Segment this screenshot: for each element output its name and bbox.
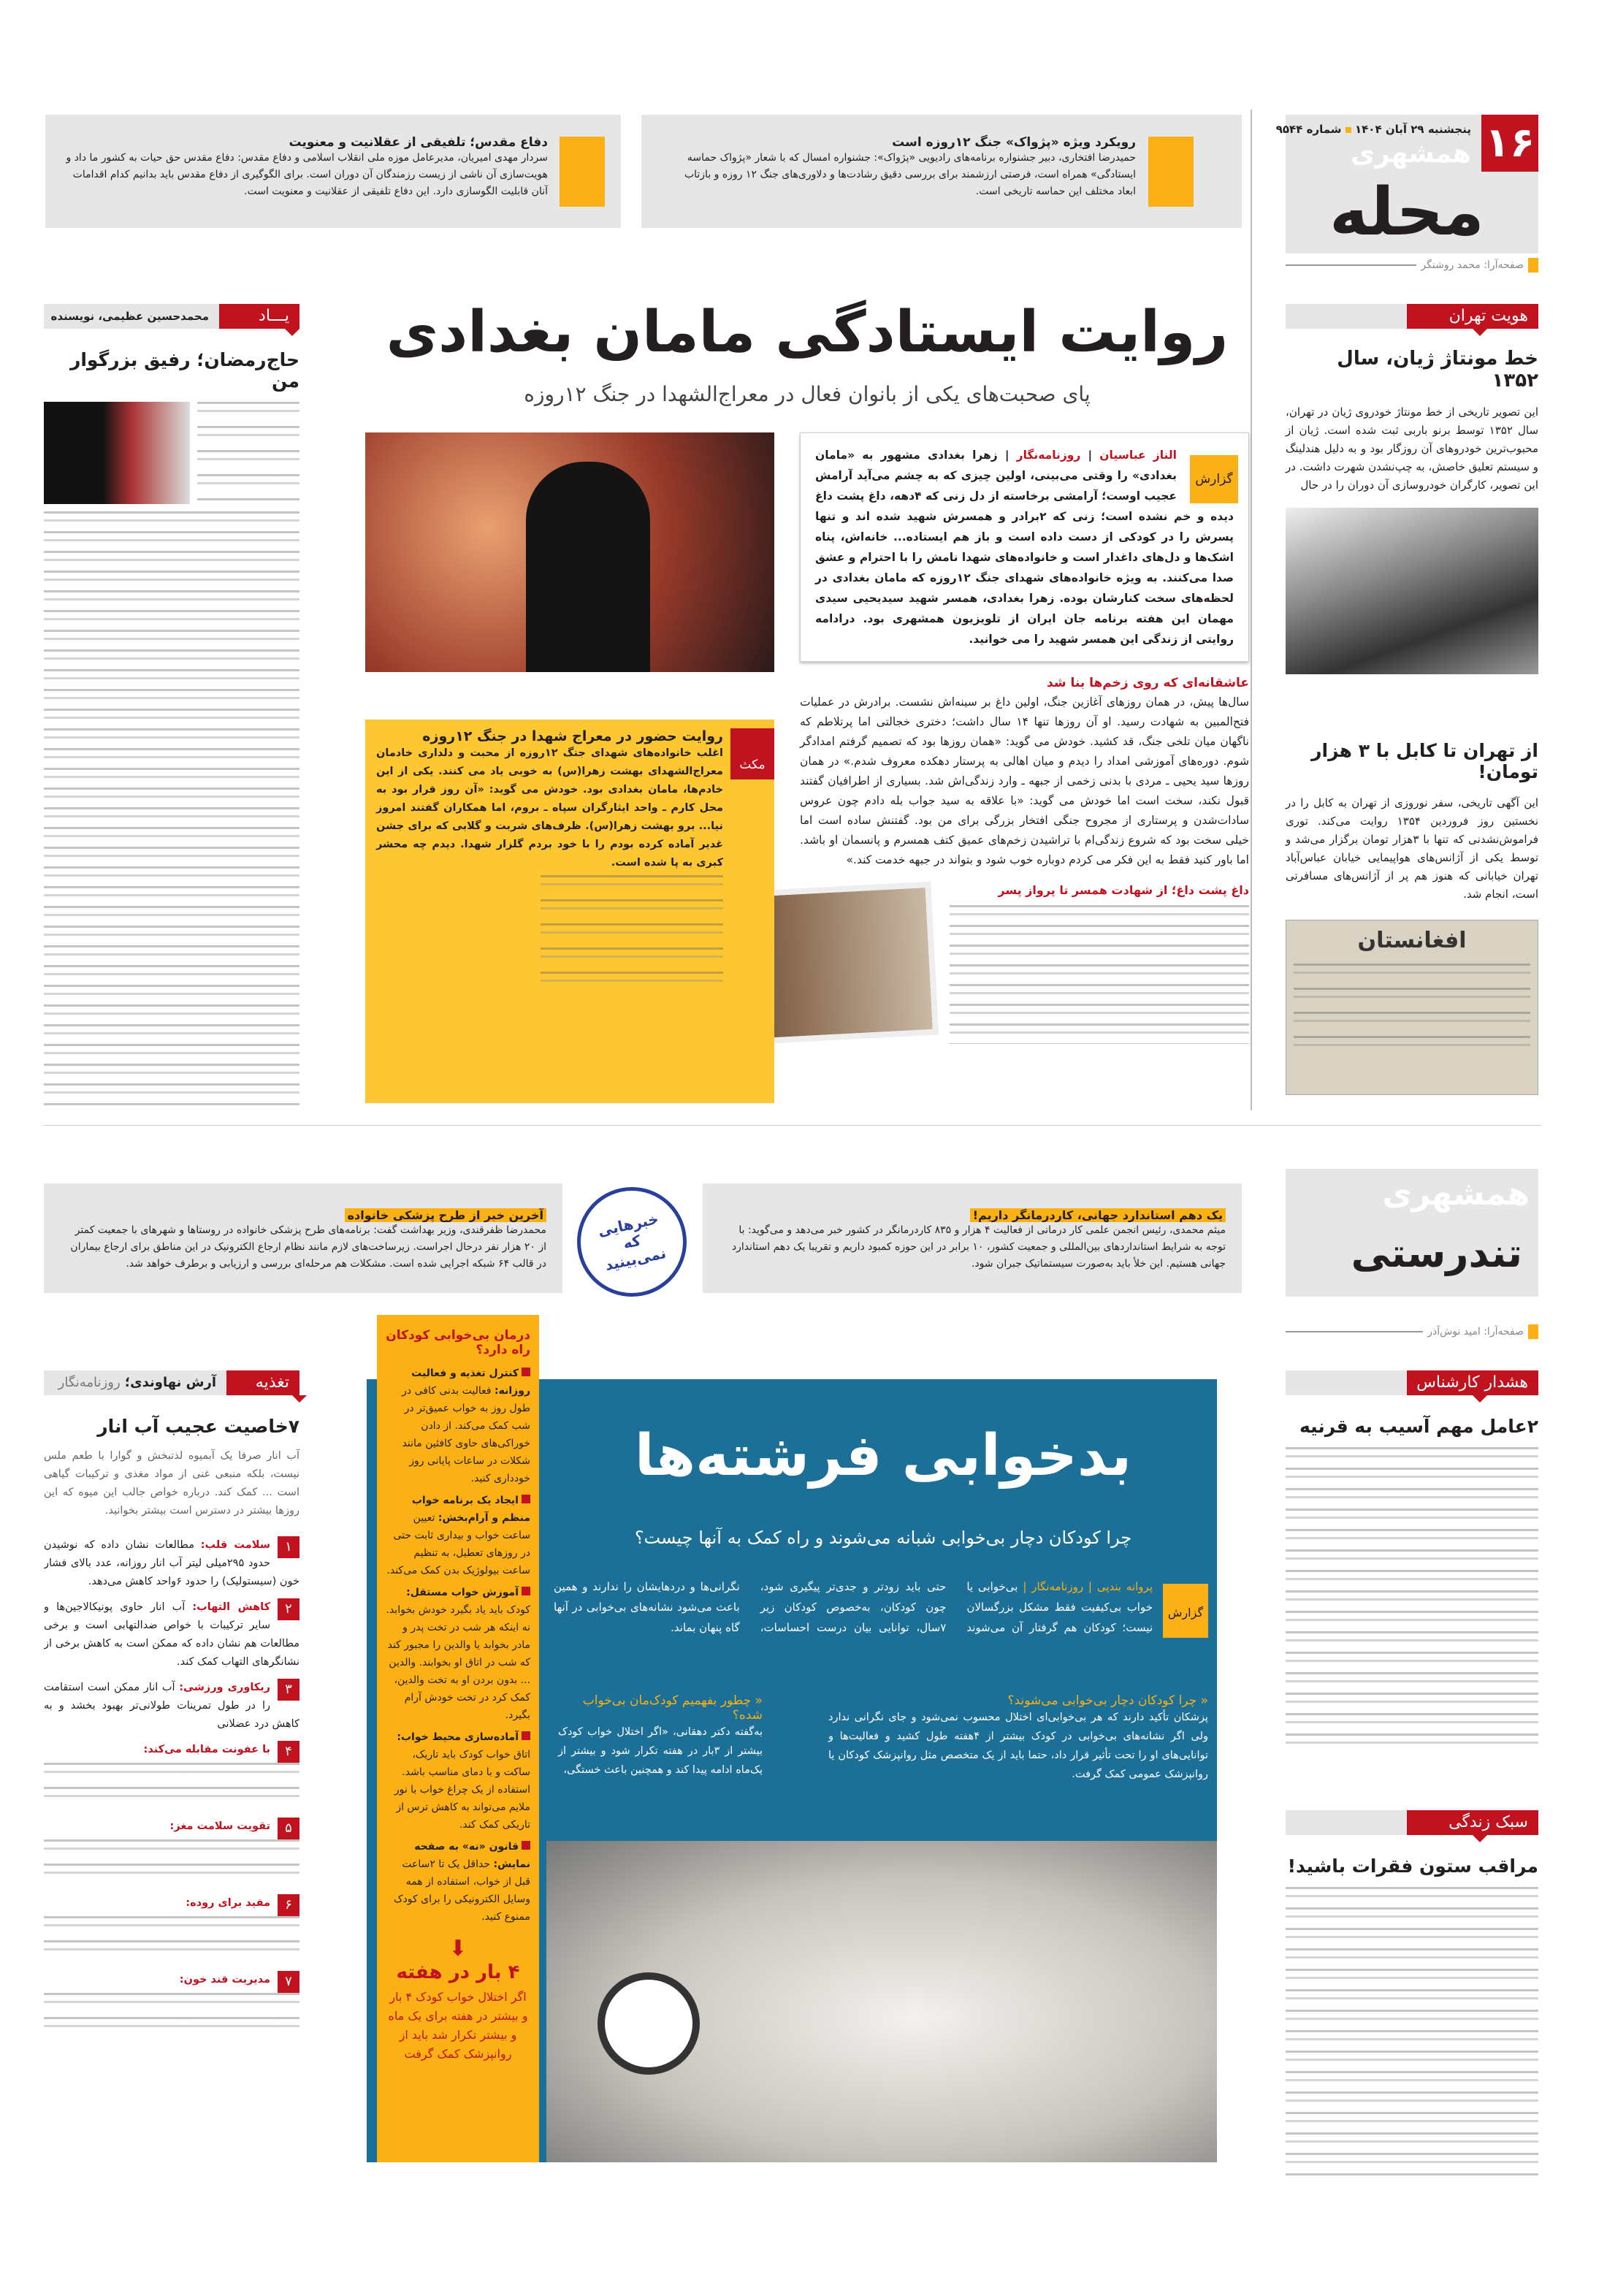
- article-title: مراقب ستون فقرات باشید!: [1287, 1856, 1538, 1877]
- article-title: ۷خاصیت عجیب آب انار: [97, 1416, 299, 1437]
- bottom-news-1: [703, 1183, 1242, 1293]
- bottom-news-2: [44, 1183, 562, 1293]
- child-with-alarm-clock-photo: [546, 1841, 1217, 2162]
- article-body: سال‌ها پیش، در همان روزهای آغازین جنگ، اولین داغ بر سینه‌اش نشست. برادرش در عملیات فتح‌المبین به شهادت رسید. او آن روزها تنها ۱۴ سال داشت؛ دختری خجالتی اما پرتلاطم که ناگهان میان تلخی جنگ، قد کشید. خودش می گوید: «همان روزها بود که تصمیم گرفتم امدادگر شوم. دوره‌های آموزشی امداد را دیدم و میان اهالی به پرستار دهکده معروف شدم.» در همان روزها سید یحیی ـ مردی با بدنی زخمی از جبهه ـ وارد زندگی‌اش شد. بسیاری از اطرافیان گفتند قبول نکند، سخت است اما خودش می گوید: «با علاقه به سید جواب بله دادم چون عروس سادات‌شدن و پرستاری از مجروح جنگی افتخار بزرگی برای من بود. گفتنش ساده است اما خیلی سخت بود که شروع زندگی‌ام با تراشیدن زخم‌های عمیق کتف همسرم و پانسمان او باشد. اما باور کنید فقط به این فکر می کردم دوباره خوب شود و بتواند در جبهه خدمت کند.»: [800, 695, 1249, 866]
- intro-box: گزارش الناز عباسیان | روزنامه‌نگار | زهرا بغدادی مشهور به «مامان بغدادی» را وقتی می‌بینی، اولین چیزی که به چشم می‌آید آرامش عجیب اوست؛ آرامشی برخاسته از دل زنی که ۴دهه، داغ پشت داغ دیده و خم نشده است؛ زنی که ۲برادر و همسرش شهید شده اند و تنها پسرش را در کودکی از دست داده است و باز هم ایستاده... خانه‌اش، پناه اشک‌ها و دل‌های داغدار است و خانواده‌های شهدا نامش را با احترام و عشق صدا می‌کنند. به ویژه خانواده‌های شهدای جنگ ۱۲روزه که مامان بغدادی در لحظه‌های سخت کنارشان بوده. زهرا بغدادی، همسر شهید سیدیحیی سیدی مهمان این هفته برنامه جان ایران از تلویزیون همشهری بود. درادامه روایتی از زندگی این همسر شهید را می خوانید.: [800, 432, 1249, 662]
- hamshahri-watermark: همشهری: [1382, 1175, 1530, 1213]
- main-headline: روایت ایستادگی مامان بغدادی: [386, 300, 1229, 365]
- item-number: ۷: [278, 1971, 299, 1993]
- author-role: روزنامه‌نگار: [1016, 449, 1081, 462]
- article-title: از تهران تا کابل با ۳ هزار تومان!: [1311, 740, 1538, 782]
- news-title: رویکرد ویژه «پژواک» جنگ ۱۲روزه است: [892, 135, 1136, 150]
- news-title: یک دهم استاندارد جهانی، کاردرمانگر داریم!: [970, 1208, 1226, 1222]
- report-badge: گزارش: [1163, 1584, 1208, 1638]
- issue-number: شماره ۹۵۴۴: [1275, 123, 1342, 136]
- item-number: ۶: [278, 1894, 299, 1916]
- designer-credit: صفحه‌آرا: امید نوش‌آذر: [1286, 1324, 1538, 1340]
- vintage-ad-image: افغانستان: [1286, 920, 1538, 1095]
- interview-photo: [365, 432, 774, 672]
- author-name: الناز عباسیان: [1099, 449, 1177, 462]
- section-logo: محله: [1329, 174, 1484, 251]
- news-title: آخرین خبر از طرح پزشکی خانواده: [345, 1208, 546, 1222]
- news-body: محمدرضا ظفرقندی، وزیر بهداشت گفت: برنامه‌های طرح پزشکی خانواده در روستاها و شهرهای با جمعیت کمتر از ۲۰ هزار نفر درحال اجراست. زیرساخت‌های لازم مانند نظام ارجاع الکترونیک در این مناطق برای ارجاع بیماران در قالب ۶۴ شبکه اجرایی شده است. مشکلات هم مرحله‌ای بررسی و ارزیابی و برطرف خواهد شد.: [70, 1224, 546, 1270]
- news-body: حمیدرضا افتخاری، دبیر جشنواره برنامه‌های رادیویی «پژواک»: جشنواره امسال که با شعار «پژواک حماسه ایستادگی» همراه است، فرصتی ارزشمند برای بررسی دقیق رشادت‌ها و دلاوری‌های جنگ ۱۲ روزه و بازتاب ابعاد مختلف این حماسه تاریخی است.: [684, 152, 1136, 197]
- page-number: ۱۶: [1481, 115, 1538, 172]
- feature-intro: بی‌خوابی یا خواب بی‌کیفیت فقط مشکل بزرگسالان نیست؛ کودکان هم گرفتار آن می‌شوند حتی باید زودتر و جدی‌تر پیگیری شود، چون کودکان، به‌خصوص کودکان زیر ۷سال، توانایی بیان درست احساسات، نگرانی‌ها و دردهایشان را ندارند و همین باعث می‌شود نشانه‌های بی‌خوابی در آنها گاه پنهان بماند.: [554, 1580, 1153, 1634]
- article-body-text: [44, 511, 299, 1110]
- subheading: داغ پشت داغ؛ از شهادت همسر تا پرواز پسر: [998, 883, 1249, 897]
- report-badge: گزارش: [1190, 455, 1238, 503]
- benefit-item: ۲ کاهش التهاب: آب انار حاوی پونیکالاجین‌ها و سایر ترکیبات با خواص ضدالتهابی است و برخی مطالعات هم نشان داده که ممکن است به کاهش برخی از نشانگرهای التهاب کمک کند.: [44, 1598, 299, 1671]
- arrow-down-icon: ⬇: [448, 1936, 467, 1961]
- section-tag: هشدار کارشناس: [1286, 1370, 1538, 1395]
- news-portrait: [1148, 137, 1194, 207]
- designer-credit: صفحه‌آرا: محمد روشنگر: [1286, 257, 1538, 273]
- top-news-1: [641, 115, 1242, 228]
- sidebar-tip: ایجاد یک برنامه خواب منظم و آرام‌بخش: تعیین ساعت خواب و بیداری ثابت حتی در روزهای تعطیل، به تنظیم ساعت بیولوژیک بدن کمک می‌کند.: [386, 1495, 530, 1576]
- maks-box: [365, 720, 774, 1103]
- feature-body: پزشکان تأکید دارند که هر بی‌خوابی‌ای اختلال محسوب نمی‌شود و جای نگرانی ندارد ولی اگر نشانه‌های بی‌خوابی در کودک بیشتر از ۴هفته طول کشید و فعالیت‌ها و توانایی‌های او را تحت تأثیر قرار داد، حتما باید از یک متخصص مثل روانپزشک کودکان یا روانپزشک عمومی کمک گرفت.: [828, 1712, 1208, 1780]
- column-divider: [1251, 110, 1252, 1110]
- masthead: [1275, 115, 1538, 253]
- article-body-text: [1286, 1887, 1538, 2179]
- alarm-clock-icon: [598, 1972, 700, 2075]
- health-masthead: [1286, 1169, 1538, 1297]
- feature-body: به‌گفته دکتر دهقانی، «اگر اختلال خواب کودک بیشتر از ۳بار در هفته تکرار شود و بیشتر از یک‌ماه ادامه پیدا کند و همچنین باعث خستگی،: [558, 1726, 763, 1776]
- news-portrait: [560, 137, 605, 207]
- item-number: ۴: [278, 1741, 299, 1763]
- benefit-item: ۱ سلامت قلب: مطالعات نشان داده که نوشیدن حدود ۲۹۵میلی لیتر آب انار روزانه، عدد بالای فشار خون (سیستولیک) را حدود ۶واحد کاهش می‌دهد.: [44, 1536, 299, 1591]
- sidebar-tips: [386, 1365, 530, 1926]
- article-body-text: [1286, 1447, 1538, 1754]
- section-logo: تندرستی: [1351, 1230, 1522, 1276]
- benefit-item: ۳ ریکاوری ورزشی: آب انار ممکن است استقامت را در طول تمرینات طولانی‌تر بهبود بخشد و به کاهش درد عضلانی: [44, 1679, 299, 1734]
- hamshahri-watermark: همشهری: [1351, 139, 1471, 169]
- news-stamp: خبرهایی که نمی‌بینید: [567, 1177, 697, 1307]
- benefit-item: ۶ مفید برای روده:: [44, 1894, 299, 1964]
- article-body: این تصویر تاریخی از خط مونتاژ خودروی ژیان در تهران، سال ۱۳۵۲ توسط برنو باربی ثبت شده است. ژیان از محبوب‌ترین خودروهای آن روزگار بود و به دلیل هندلینگ و سیستم تعلیق خاصش، به چپ‌نشدن شهرت داشت. در این تصویر، کارگران خودروسازی آن دوران را در حال: [1286, 405, 1539, 492]
- date: پنجشنبه ۲۹ آبان ۱۴۰۴: [1355, 123, 1471, 136]
- news-title: دفاع مقدس؛ تلفیقی از عقلانیت و معنویت: [289, 135, 548, 150]
- sidebar-tip: آموزش خواب مستقل: کودک باید یاد بگیرد خودش بخوابد. نه اینکه هر شب در تخت پدر و مادر بخوابد یا والدین را مجبور کند که شب در اتاق او بخوابند. والدین ... بدون بردن او به تخت والدین، کمک کرد در تخت خودش آرام بگیرد.: [386, 1587, 530, 1721]
- main-article-column: [800, 432, 1249, 1044]
- sidebar-tip: آماده‌سازی محیط خواب: اتاق خواب کودک باید تاریک، ساکت و با دمای مناسب باشد. استفاده از یک چراغ خواب با نور ملایم می‌تواند به کاهش ترس از تاریکی کمک کند.: [394, 1731, 530, 1831]
- article-title: ۲عامل مهم آسیب به قرنیه: [1299, 1416, 1538, 1437]
- item-number: ۳: [278, 1679, 299, 1701]
- sleep-sidebar: [377, 1315, 539, 2162]
- subheading: « چرا کودکان دچار بی‌خوابی می‌شوند؟: [1007, 1693, 1208, 1708]
- benefit-item: ۵ تقویت سلامت مغز:: [44, 1818, 299, 1887]
- feature-headline: بدخوابی فرشته‌ها: [634, 1423, 1132, 1489]
- sidebar-title: درمان بی‌خوابی کودکان راه دارد؟: [386, 1328, 530, 1357]
- article-title: حاج‌رمضان؛ رفیق بزرگوار من: [69, 349, 299, 392]
- page-fold: [44, 1125, 1541, 1126]
- item-number: ۲: [278, 1598, 299, 1620]
- section-tag: یـــاد محمدحسین عظیمی، نویسنده: [44, 304, 299, 329]
- date-line: [1276, 122, 1471, 137]
- top-news-2: [45, 115, 621, 228]
- main-subtitle: پای صحبت‌های یکی از بانوان فعال در معراج‌الشهدا در جنگ ۱۲روزه: [524, 382, 1091, 406]
- article-title: خط مونتاژ ژیان، سال ۱۳۵۲: [1337, 348, 1538, 392]
- article-body-text: [950, 905, 1249, 1044]
- maks-badge: مکث: [730, 728, 774, 779]
- stat-body: اگر اختلال خواب کودک ۴ بار و بیشتر در هفته برای یک ماه و بیشتر تکرار شد باید از روانپزشک کمک گرفت: [388, 1990, 528, 2061]
- stat-title: ۴ بار در هفته: [396, 1961, 520, 1983]
- item-number: ۱: [278, 1536, 299, 1558]
- portrait-photo: [44, 402, 190, 504]
- news-body: سردار مهدی امیریان، مدیرعامل موزه ملی انقلاب اسلامی و دفاع مقدس: دفاع مقدس حق حیات به کشور ما داد و هویت‌سازی آن ناشی از زیست رزمندگان آن دوران است. برای الگوگیری از دفاع مقدس باید بدانیم کدام اقدامات آنان قابلیت الگوسازی دارد. این دفاع تلفیقی از عقلانیت و معنویت است.: [66, 152, 548, 197]
- subheading: « چطور بفهمیم کودک‌مان بی‌خواب شده؟: [582, 1693, 763, 1723]
- sleep-feature: بدخوابی فرشته‌ها چرا کودکان دچار بی‌خوابی شبانه می‌شوند و راه کمک به آنها چیست؟ گزارش پروانه بندپی | روزنامه‌نگار | بی‌خوابی یا خواب بی‌کیفیت فقط مشکل بزرگسالان نیست؛ کودکان هم گرفتار آن می‌شوند حتی باید زودتر و جدی‌تر پیگیری شود، چون کودکان، به‌خصوص کودکان زیر ۷سال، توانایی بیان درست احساسات، نگرانی‌ها و دردهایشان را ندارند و همین باعث می‌شود نشانه‌های بی‌خوابی در آنها گاه پنهان بماند. « چرا کودکان دچار بی‌خوابی می‌شوند؟ پزشکان تأکید دارند که هر بی‌خوابی‌ای اختلال محسوب نمی‌شود و جای نگرانی ندارد ولی اگر نشانه‌های بی‌خوابی در کودک بیشتر از ۴هفته طول کشید و فعالیت‌ها و توانایی‌های او را تحت تأثیر قرار داد، حتما باید از یک متخصص مثل روانپزشک کودکان یا روانپزشک عمومی کمک گرفت. « چطور بفهمیم کودک‌مان بی‌خواب شده؟ به‌گفته دکتر دهقانی، «اگر اختلال خواب کودک بیشتر از ۳بار در هفته تکرار شود و بیشتر از یک‌ماه ادامه پیدا کند و همچنین باعث خستگی،: [367, 1379, 1217, 2162]
- feature-subtitle: چرا کودکان دچار بی‌خوابی شبانه می‌شوند و راه کمک به آنها چیست؟: [634, 1528, 1132, 1548]
- article-body: این آگهی تاریخی، سفر نوروزی از تهران به کابل را در نخستین روز فروردین ۱۳۵۴ روایت می‌کند. توری فراموش‌نشدنی که تنها با ۳هزار تومان برگزار می‌شد و توسط یکی از آژانس‌های هواپیمایی خیابان عباس‌آباد تهران خیابانی که هنوز هم پر از آژانس‌های مسافرتی است، انجام شد.: [1286, 796, 1538, 901]
- article-intro: آب انار صرفا یک آبمیوه لذتبخش و گوارا با طعم ملس نیست، بلکه منبعی غنی از مواد مغذی و ترکیبات گیاهی است ... کمک کند. درباره خواص جالب این میوه که این روزها بیشتر در دسترس است بیشتر بخوانید.: [44, 1450, 299, 1517]
- section-tag: تغذیه آرش نهاوندی؛ روزنامه‌نگار: [44, 1370, 299, 1395]
- subheading: عاشقانه‌ای که روی زخم‌ها بنا شد: [1047, 676, 1249, 690]
- section-tag: هویت تهران: [1286, 304, 1538, 329]
- sidebar-tip: کنترل تغذیه و فعالیت روزانه: فعالیت بدنی کافی در طول روز به خواب عمیق‌تر در شب کمک می‌کند. از دادن خوراکی‌های حاوی کافئین مانند شکلات در ساعات پایانی روز خودداری کنید.: [402, 1368, 530, 1484]
- benefit-item: ۴ با عفونت مقابله می‌کند:: [44, 1741, 299, 1810]
- maks-body: اغلب خانواده‌های شهدای جنگ ۱۲روزه از محبت و دلداری خادمان معراج‌الشهدای بهشت زهرا(س) به خوبی یاد می کنند. یکی از این خادم‌ها، مامان بغدادی بود. خودش می گوید: «آن روز قرار بود به محل کارم ـ واحد ایثارگران سپاه ـ بروم، اما همکاران گفتند امروز نیا... برو بهشت زهرا(س). ظرف‌های شربت و گلابی که برای جشن غدیر آماده کرده بودم را با خود بردم گلزار شهدا. دیدم چه محشر کبری به پا شده است.: [376, 747, 723, 869]
- news-body: میثم محمدی، رئیس انجمن علمی کار درمانی از فعالیت ۴ هزار و ۸۳۵ کاردرمانگر در کشور خبر می‌دهد و می‌گوید: با توجه به شرایط استانداردهای بین‌المللی و جمعیت کشور، ۱۰ برابر در این حوزه کمبود داریم و تقریبا یک دهم استاندارد جهانی هستیم. این خلأ باید به‌صورت سیستماتیک جبران شود.: [731, 1224, 1226, 1270]
- intro-text: زهرا بغدادی مشهور به «مامان بغدادی» را وقتی می‌بینی، اولین چیزی که به چشم می‌آید آرامش عجیب اوست؛ آرامشی برخاسته از دل زنی که ۴دهه، داغ پشت داغ دیده و خم نشده است؛ زنی که ۲برادر و همسرش شهید شده اند و تنها پسرش را در کودکی از دست داده است و باز هم ایستاده... خانه‌اش، پناه اشک‌ها و دل‌های داغدار است و خانواده‌های شهدا نامش را با احترام و عشق صدا می‌کنند. به ویژه خانواده‌های شهدای جنگ ۱۲روزه که مامان بغدادی در لحظه‌های سخت کنارشان بوده. زهرا بغدادی، همسر شهید سیدیحیی سیدی مهمان این هفته برنامه جان ایران از تلویزیون همشهری بود. درادامه روایتی از زندگی این همسر شهید را می خوانید.: [815, 449, 1234, 646]
- section-tag: سبک زندگی: [1286, 1810, 1538, 1835]
- benefit-list: [44, 1536, 299, 2040]
- item-number: ۵: [278, 1818, 299, 1839]
- benefit-item: ۷ مدیریت قند خون:: [44, 1971, 299, 2040]
- historic-car-photo: [1286, 508, 1538, 674]
- sidebar-tip: قانون «نه» به صفحه نمایش: حداقل یک تا ۲ساعت قبل از خواب، استفاده از همه وسایل الکترونیکی را برای کودک ممنوع کنید.: [394, 1841, 530, 1923]
- maks-title: روایت حضور در معراج شهدا در جنگ ۱۲روزه: [422, 728, 723, 744]
